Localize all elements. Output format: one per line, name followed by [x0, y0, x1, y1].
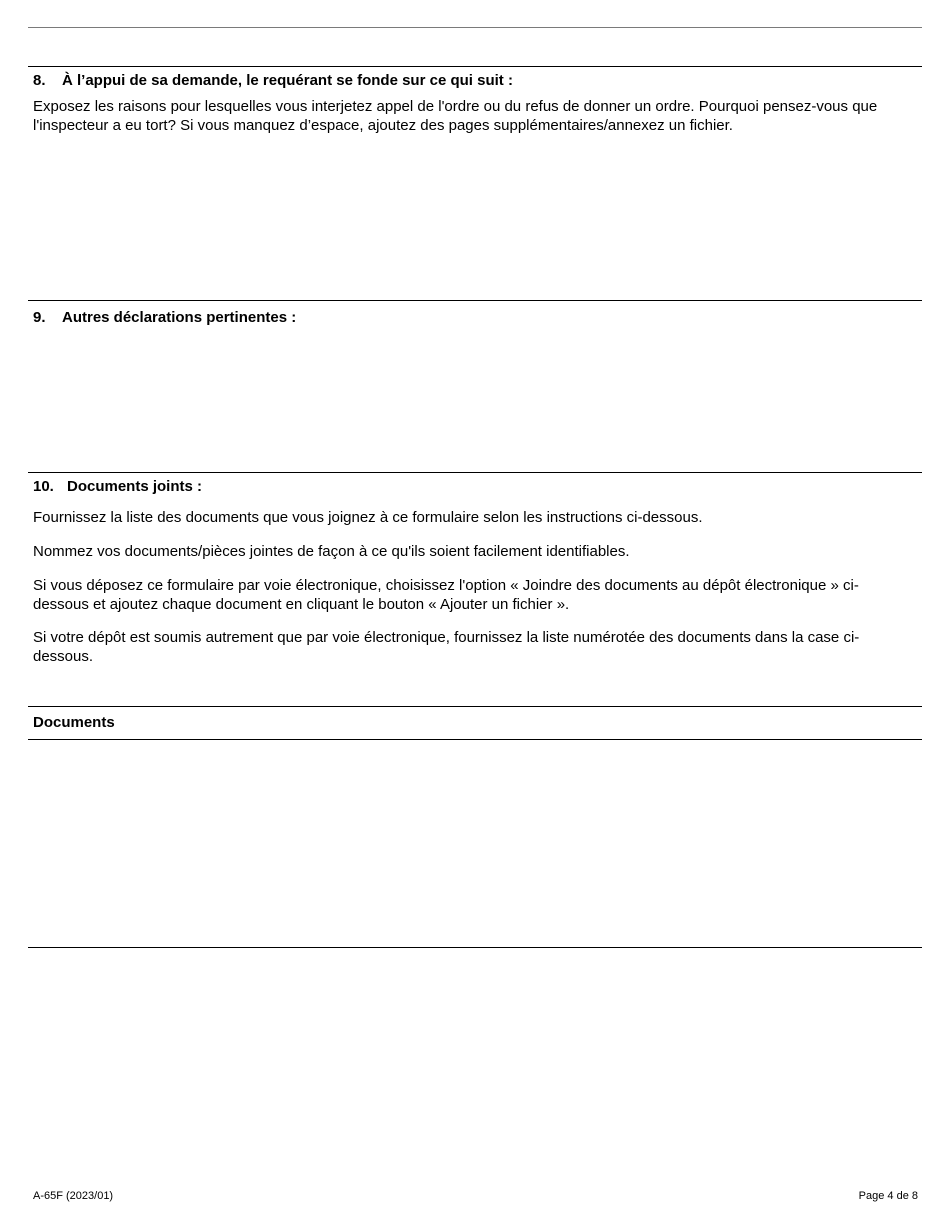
section-8-divider	[28, 66, 922, 67]
top-divider	[28, 27, 922, 28]
section-8-number: 8.	[33, 72, 46, 89]
section-9-title: Autres déclarations pertinentes :	[62, 309, 297, 326]
documents-label: Documents	[33, 714, 115, 731]
section-10-title: Documents joints :	[67, 478, 203, 495]
section-10-paragraph-1: Fournissez la liste des documents que vous joignez à ce formulaire selon les instructions ci-dessous.	[33, 509, 703, 526]
documents-bottom-divider	[28, 947, 922, 948]
documents-header-divider	[28, 739, 922, 740]
section-10-divider	[28, 472, 922, 473]
documents-top-divider	[28, 706, 922, 707]
section-9-heading	[33, 309, 296, 326]
section-10-paragraph-3: Si vous déposez ce formulaire par voie électronique, choisissez l'option « Joindre des documents au dépôt électronique » ci-dessous et ajoutez chaque document en cliquant le bouton « Ajouter un fichier ».	[33, 577, 859, 613]
section-10-heading	[33, 478, 202, 495]
section-8-heading	[33, 72, 513, 89]
section-8-input[interactable]	[28, 136, 922, 298]
page-number: Page 4 de 8	[858, 1190, 918, 1202]
section-9-input[interactable]	[28, 332, 922, 470]
section-8-instructions: Exposez les raisons pour lesquelles vous interjetez appel de l'ordre ou du refus de donner un ordre. Pourquoi pensez-vous que l'inspecteur a eu tort? Si vous manquez d’espace, ajoutez des pages supplémentaires/annexez un fichier.	[33, 98, 878, 134]
section-8-title: À l’appui de sa demande, le requérant se fonde sur ce qui suit :	[62, 72, 513, 89]
section-10-number: 10.	[33, 478, 54, 495]
section-10-paragraph-4: Si votre dépôt est soumis autrement que par voie électronique, fournissez la liste numérotée des documents dans la case ci-dessous.	[33, 629, 860, 665]
section-10-paragraph-2: Nommez vos documents/pièces jointes de façon à ce qu'ils soient facilement identifiables.	[33, 543, 630, 560]
documents-input[interactable]	[28, 742, 922, 945]
section-9-divider	[28, 300, 922, 301]
form-id: A-65F (2023/01)	[33, 1190, 114, 1202]
section-9-number: 9.	[33, 309, 46, 326]
